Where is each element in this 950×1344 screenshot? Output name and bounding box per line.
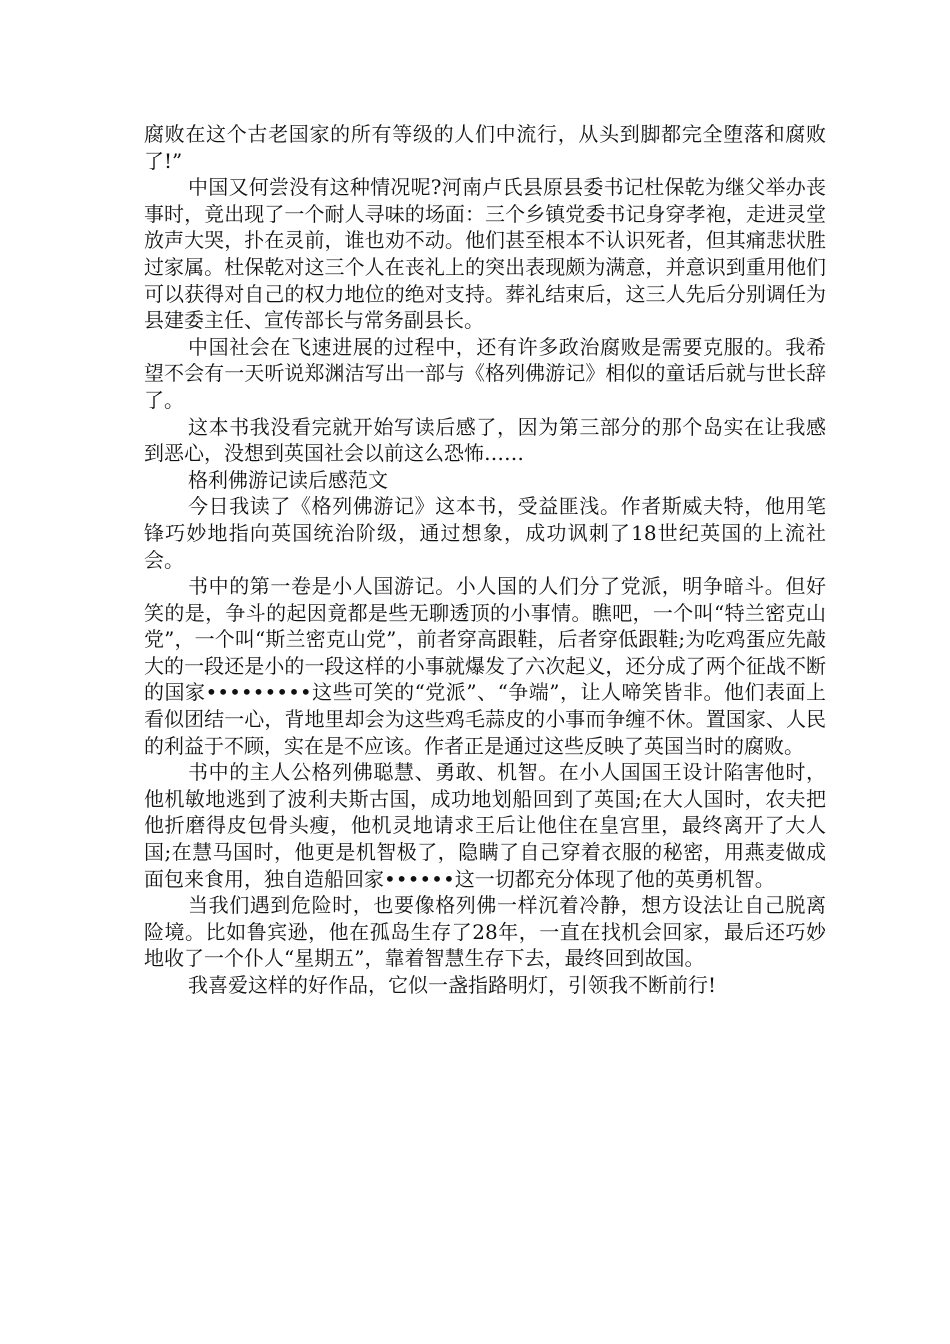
document-page [144, 121, 826, 999]
section-heading: 格利佛游记读后感范文 [188, 467, 388, 492]
paragraph: 中国又何尝没有这种情况呢?河南卢氏县原县委书记杜保乾为继父举办丧事时，竟出现了一个耐人寻味的场面：三个乡镇党委书记身穿孝袍，走进灵堂放声大哭，扑在灵前，谁也劝不动。他们甚至根本不认识死者，但其痛悲状胜过家属。杜保乾对这三个人在丧礼上的突出表现颇为满意，并意识到重用他们可以获得对自己的权力地位的绝对支持。葬礼结束后，这三人先后分别调任为县建委主任、宣传部长与常务副县长。 [144, 175, 826, 333]
paragraph: 腐败在这个古老国家的所有等级的人们中流行，从头到脚都完全堕落和腐败了!” [144, 122, 826, 173]
paragraph: 我喜爱这样的好作品，它似一盏指路明灯，引领我不断前行! [188, 973, 717, 997]
paragraph: 当我们遇到危险时，也要像格列佛一样沉着冷静，想方设法让自己脱离险境。比如鲁宾逊，他在孤岛生存了28年，一直在找机会回家，最后还巧妙地收了一个仆人“星期五”，靠着智慧生存下去，最终回到故国。 [144, 893, 826, 971]
paragraph: 这本书我没看完就开始写读后感了，因为第三部分的那个岛实在让我感到恶心，没想到英国社会以前这么恐怖…… [144, 414, 826, 466]
paragraph: 中国社会在飞速进展的过程中，还有许多政治腐败是需要克服的。我希望不会有一天听说郑渊洁写出一部与《格列佛游记》相似的童话后就与世长辞了。 [144, 334, 826, 412]
paragraph: 今日我读了《格列佛游记》这本书，受益匪浅。作者斯威夫特，他用笔锋巧妙地指向英国统治阶级，通过想象，成功讽刺了18世纪英国的上流社会。 [144, 494, 826, 572]
paragraph: 书中的第一卷是小人国游记。小人国的人们分了党派，明争暗斗。但好笑的是，争斗的起因竟都是些无聊透顶的小事情。瞧吧，一个叫“特兰密克山党”，一个叫“斯兰密克山党”，前者穿高跟鞋，后者穿低跟鞋;为吃鸡蛋应先敲大的一段还是小的一段这样的小事就爆发了六次起义，还分成了两个征战不断的国家•••••••••这些可笑的“党派”、“争端”，让人啼笑皆非。他们表面上看似团结一心，背地里却会为这些鸡毛蒜皮的小事而争缠不休。置国家、人民的利益于不顾，实在是不应该。作者正是通过这些反映了英国当时的腐败。 [144, 574, 826, 758]
paragraph: 书中的主人公格列佛聪慧、勇敢、机智。在小人国国王设计陷害他时，他机敏地逃到了波利夫斯古国，成功地划船回到了英国;在大人国时，农夫把他折磨得皮包骨头瘦，他机灵地请求王后让他住在皇宫里，最终离开了大人国;在慧马国时，他更是机智极了，隐瞒了自己穿着衣服的秘密，用燕麦做成面包来食用，独自造船回家••••••这一切都充分体现了他的英勇机智。 [144, 760, 826, 891]
